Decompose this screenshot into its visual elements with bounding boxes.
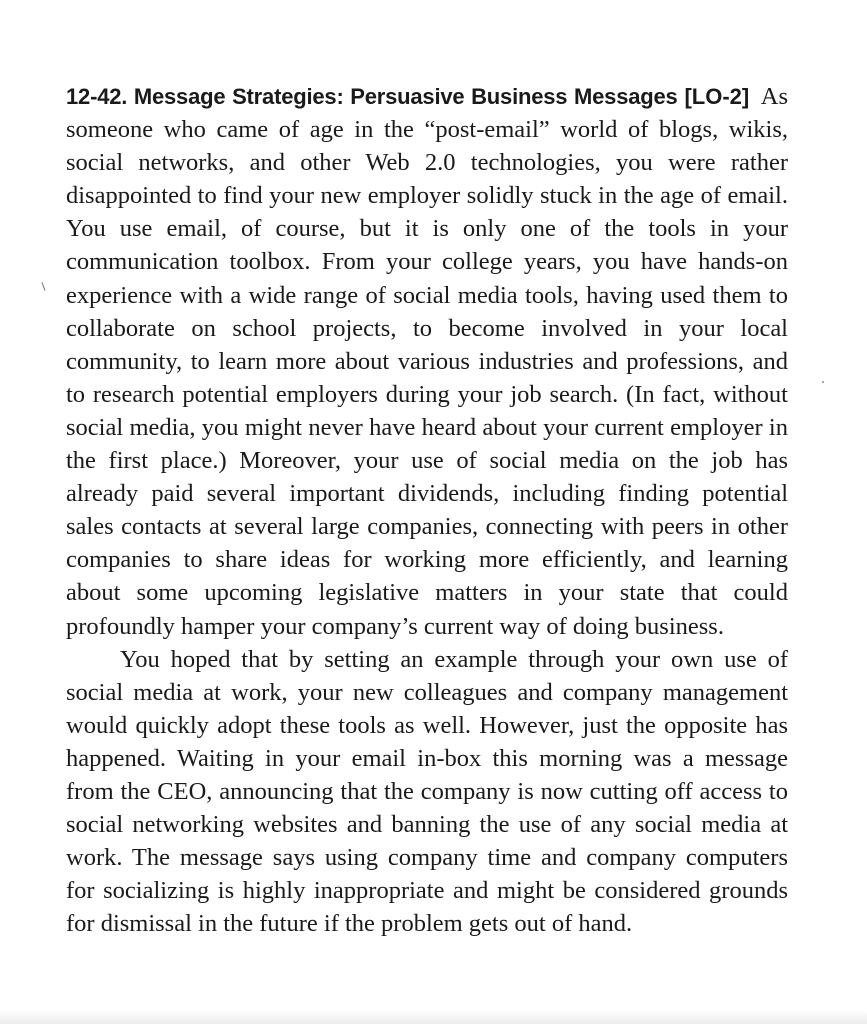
exercise-text [66,80,788,940]
paragraph-2-text: You hoped that by setting an example through your own use of social media at work, your new colleagues and company management would quickly adopt these tools as well. However, just the opposite has happened. Waiting in your email in-box this morning was a message from the CEO, announcing that the company is now cutting off access to social networking websites and banning the use of any social media at work. The message says using company time and company computers for socializing is highly inappropriate and might be considered grounds for dismissal in the future if the problem gets out of hand. [66,645,788,938]
learning-objective-tag: [LO-2] [684,84,750,109]
margin-dot [822,381,824,383]
exercise-heading [66,84,678,109]
paragraph-1-text: As someone who came of age in the “post-email” world of blogs, wikis, social networks, and other Web 2.0 technologies, you were rather disappointed to find your new employer solidly stuck in the age of email. You use email, of course, but it is only one of the tools in your communication toolbox. From your college years, you have hands-on experience with a wide range of social media tools, having used them to collaborate on school projects, to become involved in your local community, to learn more about various industries and professions, and to research potential employers during your job search. (In fact, without social media, you might never have heard about your current employer in the first place.) Moreover, your use of social media on the job has already paid several important dividends, including finding potential sales contacts at several large companies, connecting with peers in other companies to share ideas for working more efficiently, and learning about some upcoming legislative matters in your state that could profoundly hamper your company’s current way of doing business. [66,83,788,640]
page-bottom-shadow [0,1010,867,1024]
exercise-paragraph-1 [66,80,788,643]
exercise-paragraph-2 [66,643,788,941]
margin-mark [41,282,45,291]
exercise-title: Message Strategies: Persuasive Business Messages [133,84,678,109]
exercise-number: 12-42. [66,84,128,109]
